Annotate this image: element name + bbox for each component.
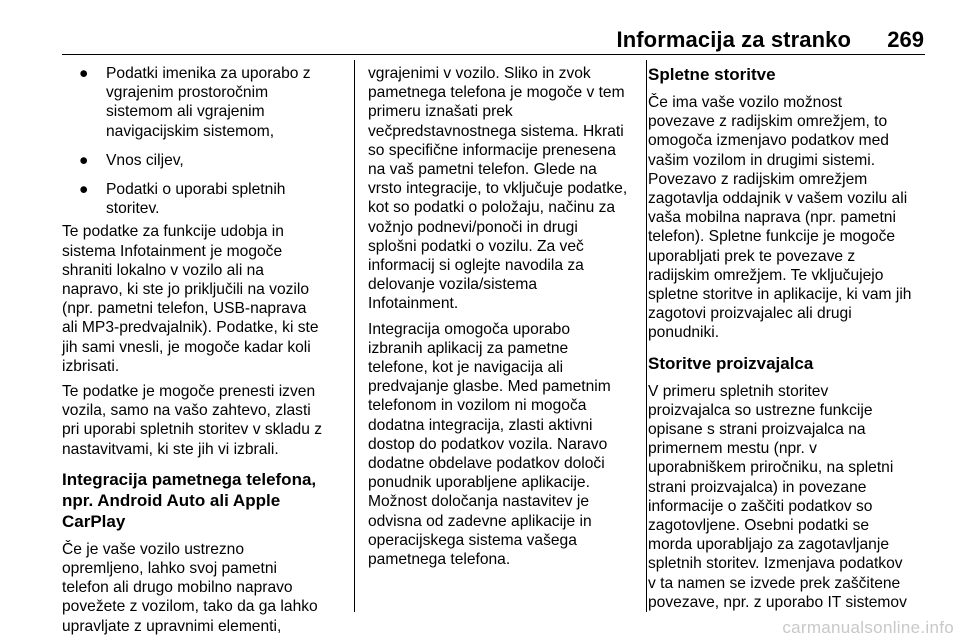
paragraph: Te podatke je mogoče prenesti izven vozila, samo na vašo zahtevo, zlasti pri uporabi spletnih storitev v skladu z nastavitvami, ki ste jih vi izbrali. — [62, 383, 323, 458]
list-item: ● Vnos ciljev, — [79, 151, 184, 169]
bullet-icon: ● — [79, 65, 89, 82]
column-divider — [354, 60, 355, 612]
page-title: Informacija za stranko — [616, 27, 851, 52]
paragraph: Če je vaše vozilo ustrezno opremljeno, lahko svoj pametni telefon ali drugo mobilno napravo povežete z vozilom, tako da ga lahko upravljate z upravnimi elementi, — [62, 540, 318, 635]
bullet-icon: ● — [79, 151, 89, 169]
section-heading: Spletne storitve — [648, 65, 776, 84]
watermark: carmanualsonline.info — [782, 618, 954, 637]
page-header — [0, 0, 960, 52]
header-rule — [62, 54, 925, 55]
paragraph: Integracija omogoča uporabo izbranih aplikacij za pametne telefone, kot je navigacija ali predvajanje glasbe. Med pametnim telefonom in vozilom ni mogoča dodatna integracija, zlasti aktivni dostop do podatkov vozila. Naravo dodatne obdelave podatkov določi ponudnik uporabljene aplikacije. Možnost določanja nastavitev je odvisna od zadevne aplikacije in operacijskega sistema vašega pametnega telefona. — [368, 320, 611, 569]
column-right — [648, 64, 933, 618]
column-middle — [368, 64, 636, 575]
bullet-icon: ● — [79, 181, 89, 199]
section-heading: Storitve proizvajalca — [648, 353, 814, 373]
paragraph: Če ima vaše vozilo možnost povezave z radijskim omrežjem, to omogoča izmenjavo podatkov med vašim vozilom in drugimi sistemi. Povezavo z radijskim omrežjem zagotavlja oddajnik v vašem vozilu ali vaša mobilna naprava (npr. pametni telefon). Spletne funkcije je mogoče uporabljati prek te povezave z radijskim omrežjem. Te vključujejo spletne storitve in aplikacije, ki vam jih zagotovi proizvajalec ali drugi ponudniki. — [648, 94, 912, 342]
column-divider — [646, 60, 647, 612]
bullet-list — [62, 64, 347, 218]
paragraph: vgrajenimi v vozilo. Sliko in zvok pametnega telefona je mogoče v tem primeru iznašati prek večpredstavnostnega sistema. Hkrati so specifične informacije prenesena na vaš pametni telefon. Glede na vrsto integracije, to vključuje podatke, kot so podatki o položaju, načinu za vožnjo podnevi/ponoči in drugi splošni podatki o vozilu. Za več informacij si oglejte navodila za delovanje vozila/sistema Infotainment. — [368, 65, 628, 313]
paragraph: V primeru spletnih storitev proizvajalca so ustrezne funkcije opisane s strani proizvajalca na primernem mestu (npr. v uporabniškem priročniku, na spletni strani proizvajalca) in povezane informacije o zaščiti podatkov so zagotovljene. Osebni podatki se morda uporabljajo za zagotavljanje spletnih storitev. Izmenjava podatkov v ta namen se izvede prek zaščitene povezave, npr. z uporabo IT sistemov — [648, 382, 907, 611]
list-item: ● Podatki o uporabi spletnih storitev. — [79, 181, 286, 218]
paragraph: Te podatke za funkcije udobja in sistema Infotainment je mogoče shraniti lokalno v vozilo ali na napravo, ki ste jo priključili na vozilo (npr. pametni telefon, USB-naprava ali MP3-predvajalnik). Podatke, ki ste jih sami vnesli, je mogoče kadar koli izbrisati. — [62, 223, 319, 375]
section-heading: Integracija pametnega telefona, npr. Android Auto ali Apple CarPlay — [62, 469, 317, 531]
list-item: ● Podatki imenika za uporabo z vgrajenim prostoročnim sistemom ali vgrajenim navigacijskim sistemom, — [79, 65, 311, 140]
column-left — [62, 64, 347, 642]
page-number: 269 — [887, 27, 924, 52]
